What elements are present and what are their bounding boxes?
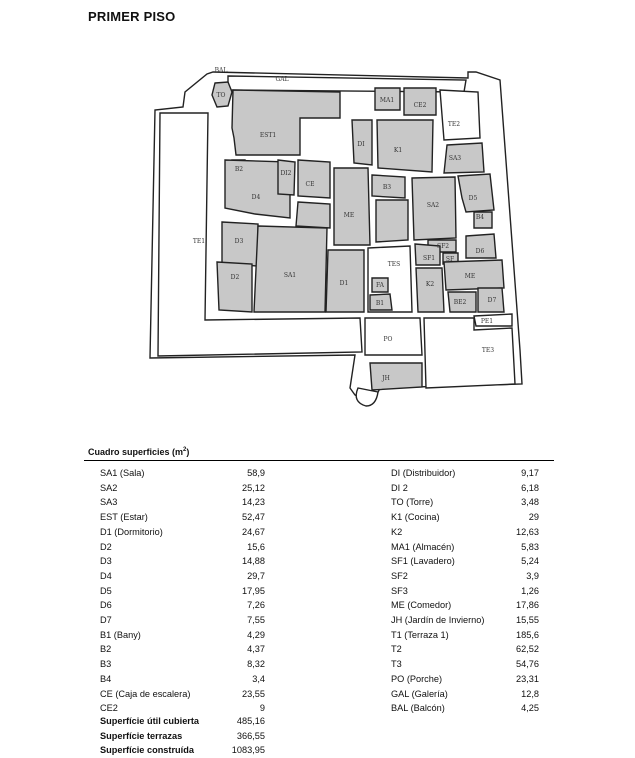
label-est1: EST1 xyxy=(259,132,277,139)
label-me2: ME xyxy=(464,273,476,280)
label-po: PO xyxy=(383,336,393,343)
area-table-left xyxy=(100,466,265,716)
table-row xyxy=(100,598,265,613)
room-name: SA1 (Sala) xyxy=(100,468,145,478)
label-pe1: PE1 xyxy=(480,318,494,325)
room-name: D2 xyxy=(100,541,112,552)
label-k1: K1 xyxy=(393,147,403,154)
room-area: 23,31 xyxy=(516,673,539,684)
area-totals xyxy=(100,714,265,758)
room-area: 7,55 xyxy=(247,615,265,626)
room-name: D4 xyxy=(100,570,112,581)
room-name: B2 xyxy=(100,644,112,655)
label-sa1: SA1 xyxy=(283,272,297,279)
room-name: SF2 xyxy=(391,570,408,581)
table-row xyxy=(100,714,265,729)
room-name: D1 (Dormitorio) xyxy=(100,526,163,537)
table-row xyxy=(100,687,265,702)
room-name: D3 xyxy=(100,556,112,567)
room-area: 3,9 xyxy=(526,570,539,581)
room-area: 17,95 xyxy=(242,585,265,596)
table-row xyxy=(391,657,539,672)
table-row xyxy=(100,540,265,555)
room-area: 9,17 xyxy=(521,468,539,478)
room-name: SF3 xyxy=(391,585,408,596)
room-name: ME (Comedor) xyxy=(391,600,452,611)
room-name: T3 xyxy=(391,659,402,670)
table-row xyxy=(100,481,265,496)
table-title: Cuadro superficies $(m^2)$ xyxy=(88,447,190,457)
room-area: 6,18 xyxy=(521,482,539,493)
room-area: 5,24 xyxy=(521,556,539,567)
room-name: CE (Caja de escalera) xyxy=(100,688,191,699)
room-name: PO (Porche) xyxy=(391,673,443,684)
table-row xyxy=(391,481,539,496)
room-name: DI (Distribuidor) xyxy=(391,468,456,478)
label-d3: D3 xyxy=(234,238,244,245)
table-row xyxy=(391,672,539,687)
room-area: 23,55 xyxy=(242,688,265,699)
area-table-right xyxy=(391,466,539,716)
room-name: Superfície construída xyxy=(100,745,194,755)
table-row xyxy=(391,628,539,643)
room-area: 3,48 xyxy=(521,497,539,508)
label-ce2: CE2 xyxy=(413,102,427,109)
room-name: K1 (Cocina) xyxy=(391,512,440,523)
table-row xyxy=(100,584,265,599)
room-area: 1,26 xyxy=(521,585,539,596)
table-row xyxy=(100,554,265,569)
label-te1: TE1 xyxy=(192,238,206,245)
room-name: Superfície terrazas xyxy=(100,730,183,741)
table-row xyxy=(100,672,265,687)
room-area: 62,52 xyxy=(516,644,539,655)
table-row xyxy=(391,525,539,540)
table-row xyxy=(391,554,539,569)
room-area: 8,32 xyxy=(247,659,265,670)
table-row xyxy=(100,729,265,744)
room-name: B4 xyxy=(100,673,112,684)
label-d6: D6 xyxy=(475,248,485,255)
label-sf2: SF2 xyxy=(436,243,450,250)
room-name: JH (Jardín de Invierno) xyxy=(391,615,485,626)
label-be2: BE2 xyxy=(453,299,467,306)
label-jh: JH xyxy=(382,375,390,382)
label-fa: FA xyxy=(376,282,384,289)
room-name: BAL (Balcón) xyxy=(391,703,445,714)
room-area: 4,25 xyxy=(521,703,539,714)
page-title: PRIMER PISO xyxy=(88,9,176,24)
label-b1: B1 xyxy=(375,300,385,307)
room-area: 58,9 xyxy=(247,468,265,478)
room-name: GAL (Galería) xyxy=(391,688,448,699)
room-name: CE2 xyxy=(100,703,118,714)
room-name: D6 xyxy=(100,600,112,611)
room-name: SF1 (Lavadero) xyxy=(391,556,455,567)
room-area: 4,29 xyxy=(247,629,265,640)
table-row xyxy=(391,613,539,628)
label-sa3: SA3 xyxy=(448,155,462,162)
table-row xyxy=(391,510,539,525)
room-area: 54,76 xyxy=(516,659,539,670)
label-di2: DI2 xyxy=(280,170,292,177)
table-row xyxy=(100,525,265,540)
room-name: SA3 xyxy=(100,497,118,508)
label-d2: D2 xyxy=(230,274,240,281)
label-d7: D7 xyxy=(487,297,497,304)
table-row xyxy=(100,743,265,758)
room-area: 17,86 xyxy=(516,600,539,611)
room-area: 15,6 xyxy=(247,541,265,552)
table-row xyxy=(391,569,539,584)
room-area: 24,67 xyxy=(242,526,265,537)
label-tes: TES xyxy=(387,261,401,268)
label-d1: D1 xyxy=(339,280,349,287)
room-area: 1083,95 xyxy=(231,745,265,755)
label-bal: BAL xyxy=(214,67,228,74)
room-name: T2 xyxy=(391,644,402,655)
room-name: D5 xyxy=(100,585,112,596)
label-b3: B3 xyxy=(382,184,392,191)
room-name: Superfície útil cubierta xyxy=(100,716,200,726)
room-area: 7,26 xyxy=(247,600,265,611)
room-area: 14,88 xyxy=(242,556,265,567)
label-sf: SF xyxy=(445,256,455,263)
room-name: B1 (Bany) xyxy=(100,629,141,640)
label-me: ME xyxy=(343,212,355,219)
label-d4: D4 xyxy=(251,194,261,201)
table-row xyxy=(100,642,265,657)
table-row xyxy=(100,466,265,481)
room-area: 29,7 xyxy=(247,570,265,581)
label-k2: K2 xyxy=(425,281,435,288)
room-name: B3 xyxy=(100,659,112,670)
room-area: 485,16 xyxy=(236,716,265,726)
room-name: EST (Estar) xyxy=(100,512,148,523)
table-row xyxy=(100,628,265,643)
table-rule xyxy=(84,460,554,461)
label-to: TO xyxy=(216,92,226,99)
label-te2: TE2 xyxy=(447,121,461,128)
table-row xyxy=(391,495,539,510)
room-area: 25,12 xyxy=(242,482,265,493)
label-te3: TE3 xyxy=(481,347,495,354)
room-name: TO (Torre) xyxy=(391,497,434,508)
table-row xyxy=(100,613,265,628)
room-area: 52,47 xyxy=(242,512,265,523)
label-b2-upper: B2 xyxy=(234,166,244,173)
table-row xyxy=(100,657,265,672)
room-area: 14,23 xyxy=(242,497,265,508)
room-name: D7 xyxy=(100,615,112,626)
room-name: DI 2 xyxy=(391,482,408,493)
table-row xyxy=(100,569,265,584)
label-ma1: MA1 xyxy=(379,97,395,104)
room-name: MA1 (Almacén) xyxy=(391,541,455,552)
room-name: K2 xyxy=(391,526,403,537)
table-row xyxy=(391,466,539,481)
table-row xyxy=(100,495,265,510)
room-area: 3,4 xyxy=(252,673,265,684)
label-di: DI xyxy=(357,141,365,148)
room-area: 5,83 xyxy=(521,541,539,552)
table-row xyxy=(391,598,539,613)
label-gal: GAL xyxy=(275,76,289,83)
room-area: 29 xyxy=(528,512,539,523)
table-row xyxy=(391,584,539,599)
label-ce: CE xyxy=(305,181,315,188)
room-name: T1 (Terraza 1) xyxy=(391,629,449,640)
label-sf1: SF1 xyxy=(422,255,436,262)
room-area: 12,63 xyxy=(516,526,539,537)
room-area: 366,55 xyxy=(236,730,265,741)
label-b4: B4 xyxy=(475,214,485,221)
label-sa2: SA2 xyxy=(426,202,440,209)
room-area: 4,37 xyxy=(247,644,265,655)
room-area: 185,6 xyxy=(516,629,539,640)
table-row xyxy=(391,701,539,716)
label-d5: D5 xyxy=(468,195,478,202)
table-row xyxy=(391,687,539,702)
room-area: 15,55 xyxy=(516,615,539,626)
table-row xyxy=(391,540,539,555)
table-row xyxy=(100,510,265,525)
room-name: SA2 xyxy=(100,482,118,493)
room-area: 9 xyxy=(259,703,265,714)
room-area: 12,8 xyxy=(521,688,539,699)
table-row xyxy=(391,642,539,657)
